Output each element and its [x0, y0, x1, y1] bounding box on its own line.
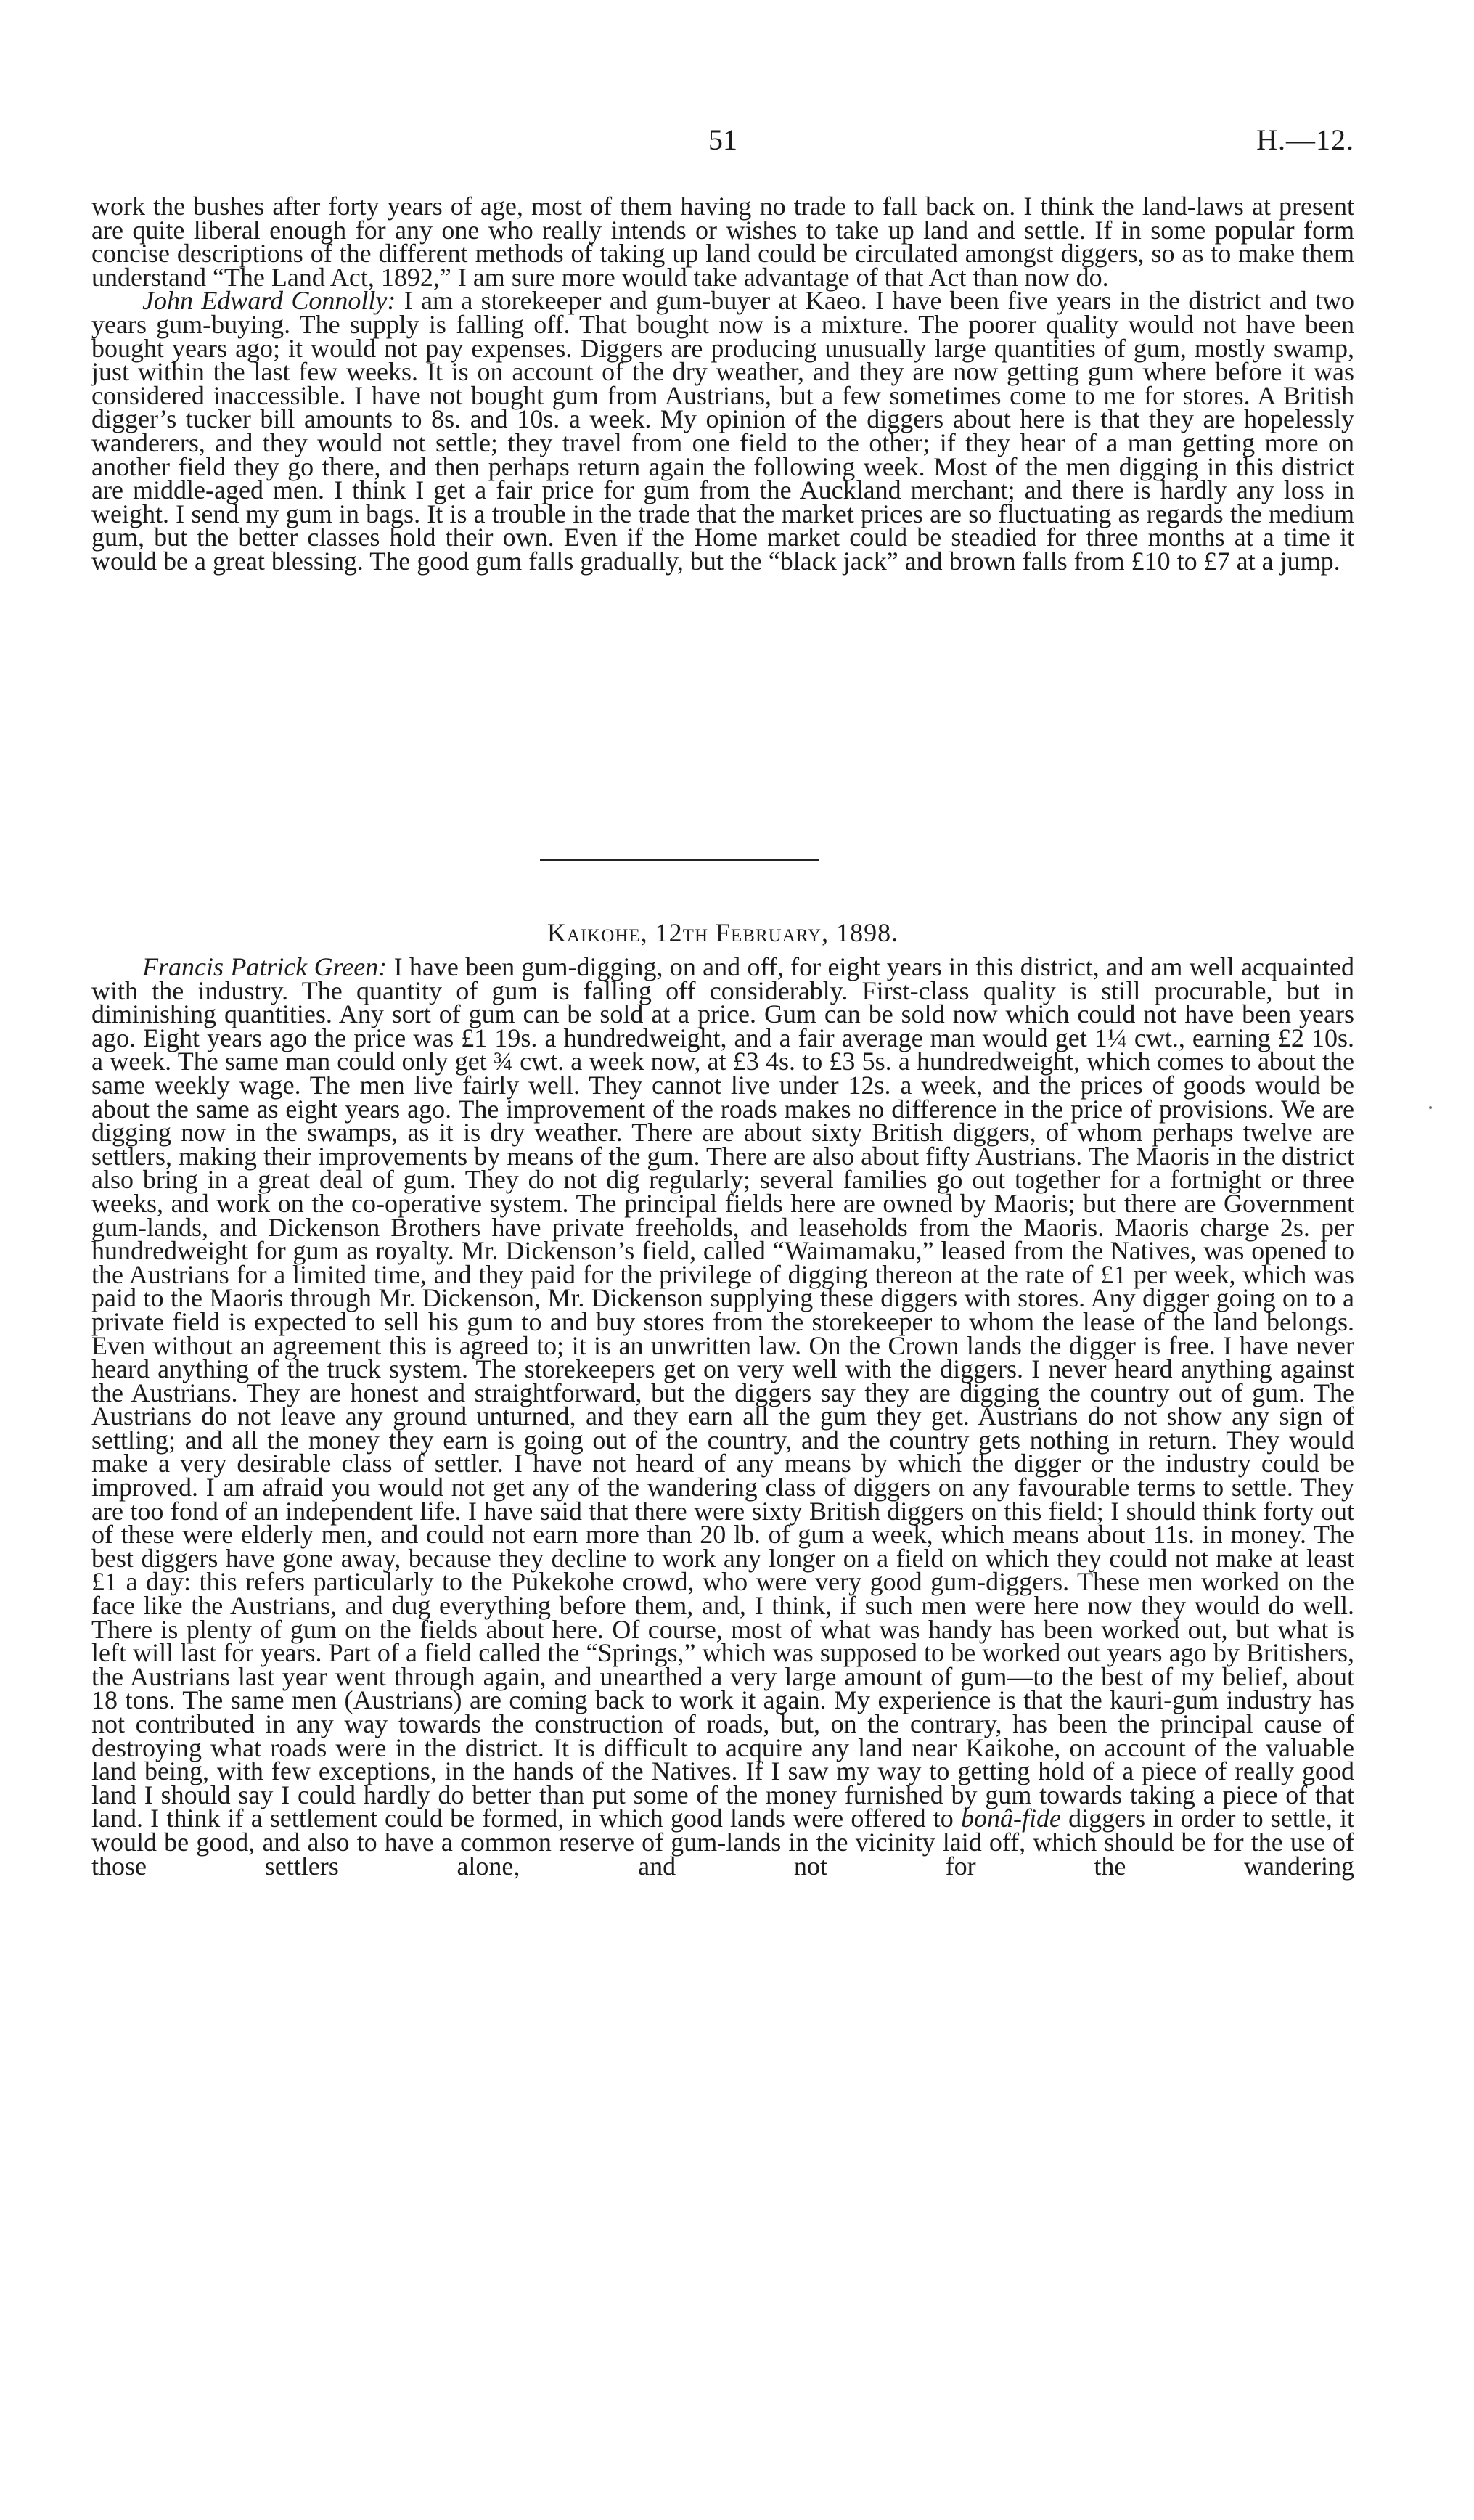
testimony-italic-text: bonâ-fide [960, 1804, 1061, 1833]
page-number: 51 [708, 123, 737, 156]
speaker-name: Francis Patrick Green: [142, 952, 388, 981]
section-divider [540, 859, 819, 861]
testimony-text: I have been gum-digging, on and off, for eight years in this district, and am well acquainted with the industry. The quantity of gum is falling off considerably. First-class quality is still procurable, but in diminishing quantities. Any sort of gum can be sold at a price. Gum can be sold now which could not have been years ago. Eight years ago the price was £1 19s. a hundredweight, and a fair average man would get 1¼ cwt., earning £2 10s. a week. The same man could only get ¾ cwt. a week now, at £3 4s. to £3 5s. a hundredweight, which comes to about the same weekly wage. The men live fairly well. They cannot live under 12s. a week, and the prices of goods would be about the same as eight years ago. The improvement of the roads makes no difference in the price of provisions. We are digging now in the swamps, as it is dry weather. There are about sixty British diggers, of whom perhaps twelve are settlers, making their improvements by means of the gum. There are also about fifty Austrians. The Maoris in the district also bring in a great deal of gum. They do not dig regularly; several families go out together for a fortnight or three weeks, and work on the co-operative system. The principal fields here are owned by Maoris; but there are Government gum-lands, and Dickenson Brothers have private freeholds, and leaseholds from the Maoris. Maoris charge 2s. per hundredweight for gum as royalty. Mr. Dickenson’s field, called “Waimamaku,” leased from the Natives, was opened to the Austrians for a limited time, and they paid for the privilege of digging thereon at the rate of £1 per week, which was paid to the Maoris through Mr. Dickenson, Mr. Dickenson supplying these diggers with stores. Any digger going on to a private field is expected to sell his gum to and buy stores from the storekeeper to whom the lease of the land belongs. Even without an agreement this is agreed to; it is an unwritten law. On the Crown lands the digger is free. I have never heard anything of the truck system. The storekeepers get on very well with the diggers. I never heard anything against the Austrians. They are honest and straightforward, but the diggers say they are digging the country out of gum. The Austrians do not leave any ground unturned, and they earn all the gum they get. Austrians do not show any sign of settling; and all the money they earn is going out of the country, and the country gets nothing in return. They would make a very desirable class of settler. I have not heard of any means by which the digger or the industry could be improved. I am afraid you would not get any of the wandering class of diggers on any favourable terms to settle. They are too fond of an independent life. I have said that there were sixty British diggers on this field; I should think forty out of these were elderly men, and could not earn more than 20 lb. of gum a week, which means about 11s. in money. The best diggers have gone away, because they decline to work any longer on a field on which they could not make at least £1 a day: this refers particularly to the Pukekohe crowd, who were very good gum-diggers. These men worked on the face like the Austrians, and dug everything before them, and, I think, if such men were here now they would do well. There is plenty of gum on the fields about here. Of course, most of what was handy has been worked out, but what is left will last for years. Part of a field called the “Springs,” which was supposed to be worked out years ago by Britishers, the Austrians last year went through again, and unearthed a very large amount of gum—to the best of my belief, about 18 tons. The same men (Austrians) are coming back to work it again. My experience is that the kauri-gum industry has not contributed in any way towards the construction of roads, but, on the contrary, has been the principal cause of destroying what roads were in the district. It is difficult to acquire any land near Kaikohe, on account of the valuable land being, with few exceptions, in the hands of the Natives. If I saw my way to getting hold of a piece of really good land I should say I could hardly do better than put some of the money furnished by gum towards taking a piece of that land. I think if a settlement could be formed, in which good lands were offered to [91, 952, 1354, 1833]
body-section-1 [91, 192, 1354, 576]
speaker-name: John Edward Connolly: [142, 286, 396, 316]
section-heading [91, 918, 1354, 947]
testimony-text: I am a storekeeper and gum-buyer at Kaeo. I have been five years in the district and two years gum-buying. The supply is falling off. That bought now is a mixture. The poorer quality would not have been bought years ago; it would not pay expenses. Diggers are producing unusually large quantities of gum, mostly swamp, just within the last few weeks. It is on account of the dry weather, and they are now getting gum where before it was considered inaccessible. I have not bought gum from Austrians, but a few sometimes come to me for stores. A British digger’s tucker bill amounts to 8s. and 10s. a week. My opinion of the diggers about here is that they are hopelessly wanderers, and they would not settle; they travel from one field to the other; if they hear of a man getting more on another field they go there, and then perhaps return again the following week. Most of the men digging in this district are middle-aged men. I think I get a fair price for gum from the Auckland merchant; and there is hardly any loss in weight. I send my gum in bags. It is a trouble in the trade that the market prices are so fluctuating as regards the medium gum, but the better classes hold their own. Even if the Home market could be steadied for three months at a time it would be a great blessing. The good gum falls gradually, but the “black jack” and brown falls from £10 to £7 at a jump. [91, 286, 1354, 576]
stray-mark [1429, 1106, 1432, 1109]
testimony-text-end: diggers in order to settle, it would be good, and also to have a common reserve of gum-lands in the vicinity laid off, which should be for the use of those settlers alone, and not for the wandering [91, 1804, 1354, 1881]
paragraph-green [91, 952, 1354, 1881]
paragraph-continued: work the bushes after forty years of age, most of them having no trade to fall back on. I think the land-laws at present are quite liberal enough for any one who really intends or wishes to take up land and settle. If in some popular form concise descriptions of the different methods of taking up land could be circulated amongst diggers, so as to make them understand “The Land Act, 1892,” I am sure more would take advantage of that Act than now do. [91, 192, 1354, 292]
body-section-2 [91, 952, 1354, 1881]
paragraph-connolly [91, 286, 1354, 576]
page-header [91, 122, 1354, 158]
section-heading-text: Kaikohe, 12th February, 1898. [546, 918, 899, 947]
document-reference: H.—12. [1256, 123, 1354, 156]
